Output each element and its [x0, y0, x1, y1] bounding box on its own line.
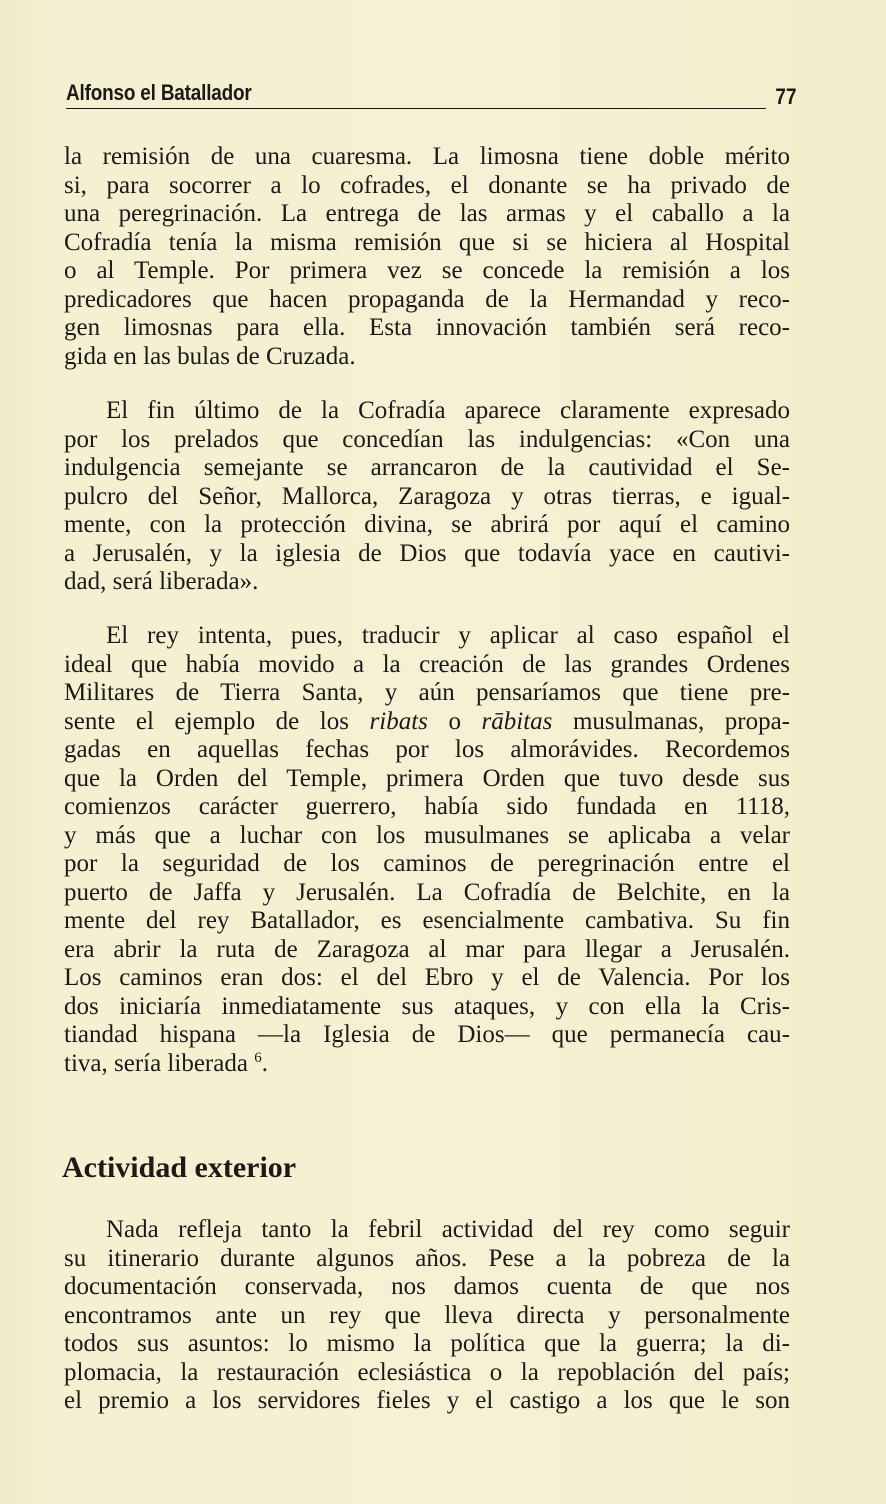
paragraph-1: [64, 143, 790, 371]
text-line: indulgencia semejante se arrancaron de la cautividad el Se-: [64, 454, 790, 481]
text-line: documentación conservada, nos damos cuenta de que nos: [64, 1273, 790, 1300]
text-line: El rey intenta, pues, traducir y aplicar al caso español el: [106, 622, 790, 649]
text-line: gadas en aquellas fechas por los almorávides. Recordemos: [64, 736, 790, 763]
header-rule: [66, 108, 766, 109]
text-line: que la Orden del Temple, primera Orden que tuvo desde sus: [64, 764, 790, 792]
paragraph-2: [64, 397, 790, 597]
text-line: mente del rey Batallador, es esencialmente cambativa. Su fin: [64, 907, 790, 934]
text-run: musulmanas, propa-: [552, 707, 791, 735]
page-number: 77: [774, 84, 796, 109]
text-line: era abrir la ruta de Zaragoza al mar para llegar a Jerusalén.: [64, 935, 790, 963]
text-line: [64, 1050, 790, 1079]
text-line: por los prelados que concedían las indulgencias: «Con una: [64, 425, 790, 453]
paragraph-3: [64, 622, 790, 1078]
text-line: Cofradía tenía la misma remisión que si se hiciera al Hospital: [64, 228, 790, 256]
text-run: tiva, sería liberada: [64, 1049, 255, 1077]
text-line: predicadores que hacen propaganda de la Hermandad y reco-: [64, 285, 790, 313]
text-line: Militares de Tierra Santa, y aún pensaríamos que tiene pre-: [64, 679, 790, 706]
text-line: por la seguridad de los caminos de peregrinación entre el: [64, 850, 790, 877]
text-line: ideal que había movido a la creación de las grandes Ordenes: [64, 650, 790, 678]
text-line: una peregrinación. La entrega de las armas y el caballo a la: [64, 200, 790, 227]
text-line: plomacia, la restauración eclesiástica o la repoblación del país;: [64, 1358, 790, 1386]
text-line: gida en las bulas de Cruzada.: [64, 342, 356, 370]
text-line: comienzos carácter guerrero, había sido fundada en 1118,: [64, 793, 790, 820]
text-line: pulcro del Señor, Mallorca, Zaragoza y otras tierras, e igual-: [64, 482, 790, 510]
text-line: dos iniciaría inmediatamente sus ataques, y con ella la Cris-: [64, 992, 790, 1020]
running-title: Alfonso el Batallador: [66, 80, 252, 105]
text-line: la remisión de una cuaresma. La limosna tiene doble mérito: [64, 143, 790, 170]
text-line: dad, será liberada».: [64, 568, 259, 595]
text-line: tiandad hispana —la Iglesia de Dios— que permanecía cau-: [64, 1021, 790, 1048]
text-run: .: [261, 1049, 268, 1077]
text-line: El fin último de la Cofradía aparece claramente expresado: [106, 397, 790, 424]
text-line: todos sus asuntos: lo mismo la política que la guerra; la di-: [64, 1330, 790, 1357]
footnote-reference[interactable]: 6: [254, 1049, 262, 1066]
text-line: si, para socorrer a lo cofrades, el donante se ha privado de: [64, 171, 790, 199]
italic-term-rabitas: rābitas: [481, 707, 553, 735]
text-line: a Jerusalén, y la iglesia de Dios que todavía yace en cautivi-: [64, 539, 790, 567]
text-line: el premio a los servidores fieles y el castigo a los que le son: [64, 1387, 790, 1414]
text-line: puerto de Jaffa y Jerusalén. La Cofradía de Belchite, en la: [64, 878, 790, 906]
text-line: mente, con la protección divina, se abrirá por aquí el camino: [64, 511, 790, 538]
text-line: Nada refleja tanto la febril actividad del rey como seguir: [106, 1216, 790, 1243]
text-line: o al Temple. Por primera vez se concede la remisión a los: [64, 257, 790, 284]
text-line: y más que a luchar con los musulmanes se aplicaba a velar: [64, 821, 790, 849]
text-line: Los caminos eran dos: el del Ebro y el de Valencia. Por los: [64, 964, 790, 991]
text-line: encontramos ante un rey que lleva directa y personalmente: [64, 1301, 790, 1329]
text-run: sente el ejemplo de los: [64, 707, 370, 735]
text-line: su itinerario durante algunos años. Pese a la pobreza de la: [64, 1244, 790, 1272]
text-line: gen limosnas para ella. Esta innovación también será reco-: [64, 314, 790, 341]
text-line: [64, 708, 790, 737]
text-run: o: [427, 707, 482, 735]
paragraph-4: [64, 1216, 790, 1416]
running-header: [66, 78, 796, 112]
section-heading: Actividad exterior: [62, 1151, 297, 1184]
italic-term-ribats: ribats: [369, 707, 428, 735]
